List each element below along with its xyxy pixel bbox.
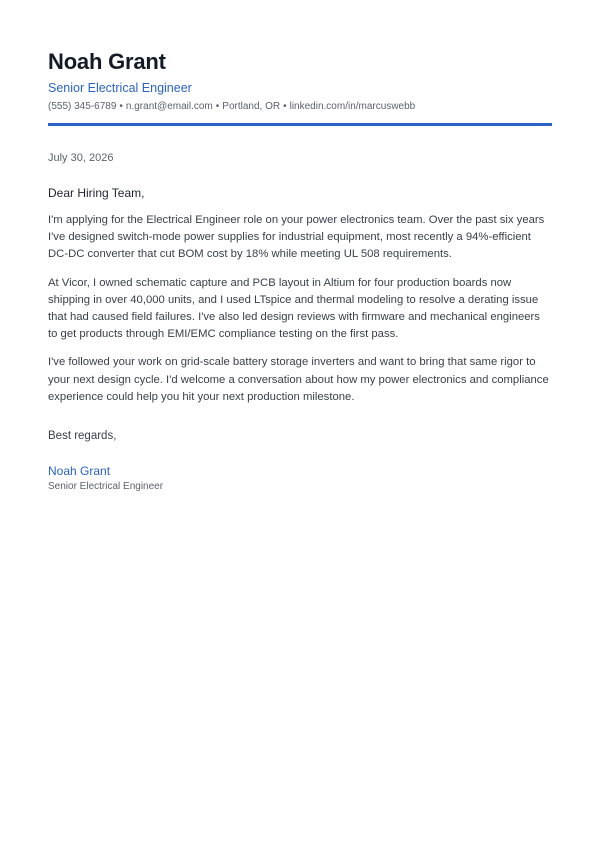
letter-date: July 30, 2026: [48, 152, 114, 164]
body-paragraph-3: I've followed your work on grid-scale battery storage inverters and want to bring that same rigor to your next design cycle. I'd welcome a conversation about how my power electronics and compliance experience could help you hit your next production milestone.: [48, 356, 549, 403]
contact-email: n.grant@email.com: [125, 101, 213, 112]
contact-separator: •: [283, 101, 287, 112]
signature-title: Senior Electrical Engineer: [48, 481, 164, 493]
contact-separator: •: [119, 101, 123, 112]
applicant-role: Senior Electrical Engineer: [48, 81, 192, 95]
header-divider: [48, 123, 552, 126]
contact-line: [48, 100, 552, 114]
body-paragraph-1: I'm applying for the Electrical Engineer role on your power electronics team. Over the past six years I've designed switch-mode power supplies for industrial equipment, most recently a 94%-efficient DC-DC converter that cut BOM cost by 18% while meeting UL 508 requirements.: [48, 214, 545, 261]
contact-website: linkedin.com/in/marcuswebb: [289, 101, 416, 112]
body-paragraph-2: At Vicor, I owned schematic capture and PCB layout in Altium for four production boards now shipping in over 40,000 units, and I used LTspice and thermal modeling to resolve a derating issue that had caused field failures. I've also led design reviews with firmware and mechanical engineers to get products through EMI/EMC compliance testing on the first pass.: [48, 276, 540, 341]
cover-letter: [48, 48, 552, 494]
letter-signoff: Best regards,: [48, 430, 117, 443]
contact-phone: (555) 345-6789: [48, 101, 117, 112]
signature-name: Noah Grant: [48, 464, 111, 479]
contact-location: Portland, OR: [222, 101, 281, 112]
contact-separator: •: [215, 101, 220, 112]
applicant-name: Noah Grant: [48, 49, 166, 74]
letter-greeting: Dear Hiring Team,: [48, 186, 145, 200]
